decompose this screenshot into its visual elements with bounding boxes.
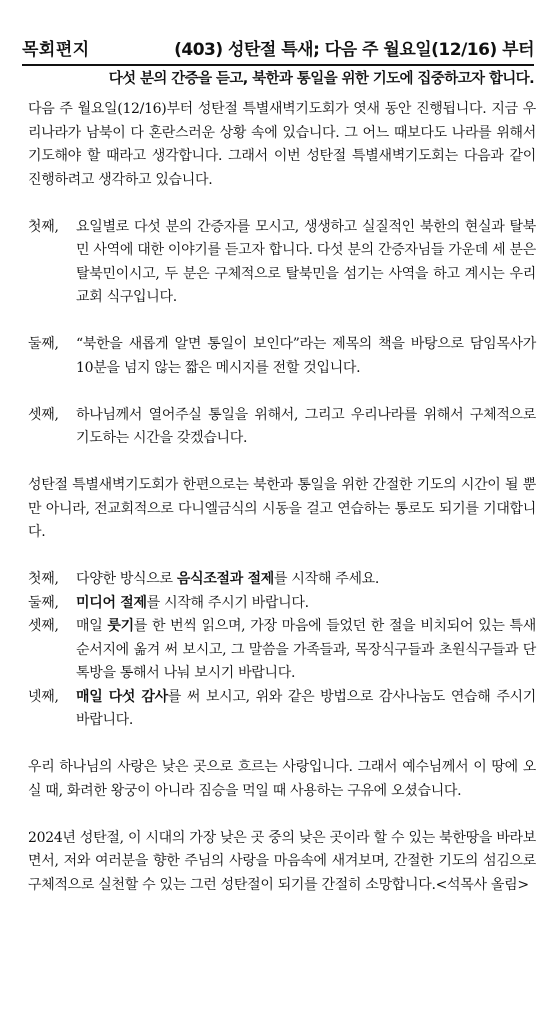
letter-body <box>28 98 536 897</box>
plan-item-text: “북한을 새롭게 알면 통일이 보인다”라는 제목의 책을 바탕으로 담임목사가 10분을 넘지 않는 짧은 메시지를 전할 것입니다. <box>76 336 536 376</box>
plan-item-label: 둘째, <box>28 336 59 352</box>
practice-text-after: 를 한 번씩 읽으며, 가장 마음에 들었던 한 절을 비치되어 있는 특새 순서지에 옮겨 써 보시고, 그 말씀을 가족들과, 목장식구들과 초원식구들과 단톡방을 통해서 나눠 보시기 바랍니다. <box>76 618 536 681</box>
middle-paragraph: 성탄절 특별새벽기도회가 한편으로는 북한과 통일을 위한 간절한 기도의 시간이 될 뿐만 아니라, 전교회적으로 다니엘금식의 시동을 걸고 연습하는 통로도 되기를 기대합니다. <box>28 477 536 540</box>
practice-item-text <box>76 615 536 686</box>
plan-item-first <box>28 216 536 310</box>
plan-item-third <box>28 404 536 451</box>
practice-item-text <box>76 686 536 733</box>
practice-item-text <box>76 592 536 616</box>
love-paragraph: 우리 하나님의 사랑은 낮은 곳으로 흐르는 사랑입니다. 그래서 예수님께서 이 땅에 오실 때, 화려한 왕궁이 아니라 짐승을 먹일 때 사용하는 구유에 오셨습니다. <box>28 759 536 799</box>
plan-item-label: 셋째, <box>28 406 59 423</box>
practice-item-fourth <box>28 686 536 733</box>
practice-item-label: 첫째, <box>28 571 59 587</box>
practice-emphasis: 음식조절과 절제 <box>176 571 275 587</box>
practice-text-after: 를 시작해 주시기 바랍니다. <box>146 594 309 611</box>
spacer <box>28 380 536 404</box>
practice-item-label: 둘째, <box>28 594 59 611</box>
letter-subtitle: 다섯 분의 간증을 듣고, 북한과 통일을 위한 기도에 집중하고자 합니다. <box>108 71 534 87</box>
plan-item-second <box>28 333 536 380</box>
practice-item-first <box>28 568 536 592</box>
practice-text-after: 를 써 보시고, 위와 같은 방법으로 감사나눔도 연습해 주시기 바랍니다. <box>76 688 536 728</box>
plan-item-text: 요일별로 다섯 분의 간증자를 모시고, 생생하고 실질적인 북한의 현실과 탈북민 사역에 대한 이야기를 듣고자 합니다. 다섯 분의 간증자님들 가운데 세 분은 탈북민이시고, 두 분은 구체적으로 탈북민을 섬기는 사역을 하고 계시는 우리 교회 식구입니다. <box>76 218 536 305</box>
closing-paragraph: 2024년 성탄절, 이 시대의 가장 낮은 곳 중의 낮은 곳이라 할 수 있는 북한땅을 바라보면서, 저와 여러분을 향한 주님의 사랑을 마음속에 새겨보며, 간절한 기도의 섬김으로 구체적으로 실천할 수 있는 그런 성탄절이 되기를 간절히 소망합니다.<석목사 올림> <box>28 829 536 893</box>
header-label: 목회편지 <box>22 40 90 60</box>
plan-item-label: 첫째, <box>28 218 59 235</box>
spacer <box>28 451 536 475</box>
practice-item-label: 넷째, <box>28 688 59 705</box>
practice-emphasis: 룻기 <box>107 618 134 634</box>
practice-text-before: 매일 <box>76 618 108 634</box>
letter-header <box>22 30 534 66</box>
practice-emphasis: 매일 다섯 감사 <box>76 688 168 705</box>
practice-text-after: 를 시작해 주세요. <box>274 571 380 587</box>
practice-item-third <box>28 615 536 686</box>
spacer <box>28 733 536 757</box>
practice-item-second <box>28 592 536 616</box>
practice-item-text <box>76 568 536 592</box>
practice-emphasis: 미디어 절제 <box>76 594 147 611</box>
practice-text-before: 다양한 방식으로 <box>76 571 177 587</box>
spacer <box>28 310 536 334</box>
practice-item-label: 셋째, <box>28 618 59 634</box>
plan-item-text: 하나님께서 열어주실 통일을 위해서, 그리고 우리나라를 위해서 구체적으로 기도하는 시간을 갖겠습니다. <box>76 406 536 446</box>
intro-paragraph: 다음 주 월요일(12/16)부터 성탄절 특별새벽기도회가 엿새 동안 진행됩니다. 지금 우리나라가 남북이 다 혼란스러운 상황 속에 있습니다. 그 어느 때보다도 나라를 위해서 기도해야 할 때라고 생각합니다. 그래서 이번 성탄절 특별새벽기도회는 다음과 같이 진행하려고 생각하고 있습니다. <box>28 101 536 188</box>
letter-title: (403) 성탄절 특새; 다음 주 월요일(12/16) 부터 <box>174 40 534 60</box>
